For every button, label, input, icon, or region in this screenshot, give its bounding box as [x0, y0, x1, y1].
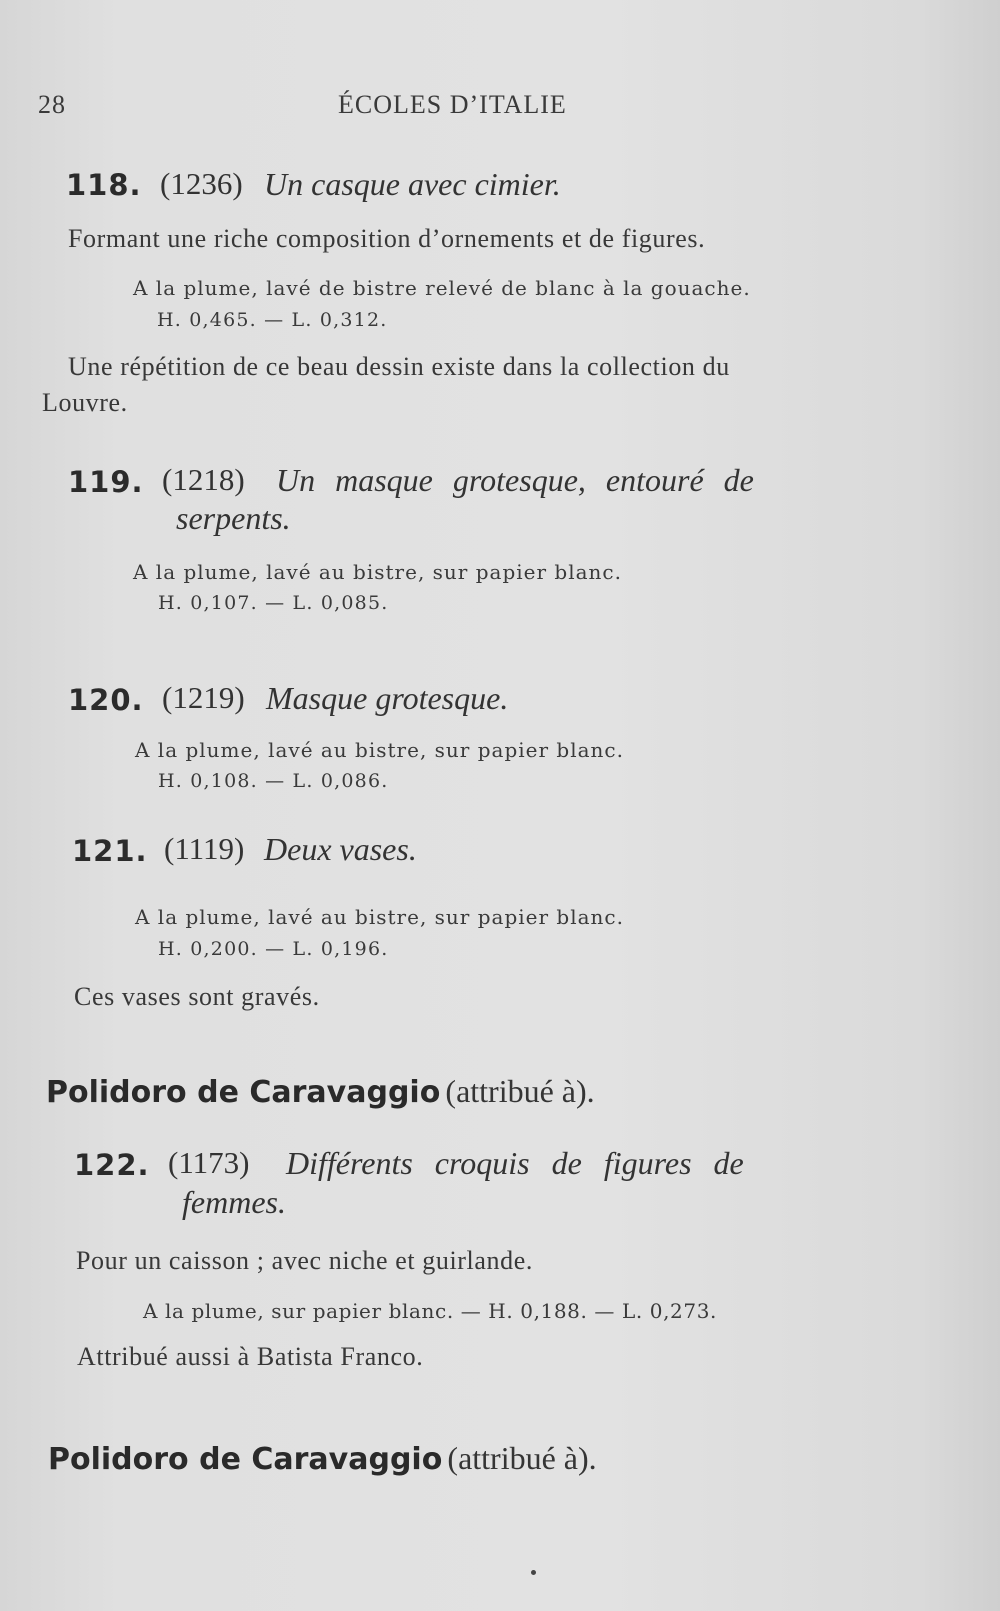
- running-title: ÉCOLES D’ITALIE: [338, 90, 567, 119]
- entry-description: Formant une riche composition d’ornements et de figures.: [68, 224, 706, 253]
- inventory-number: (1173): [168, 1145, 250, 1180]
- entry-dimensions: H. 0,200. — L. 0,196.: [158, 938, 389, 960]
- page-number: 28: [38, 90, 66, 119]
- entry-technique: A la plume, lavé au bistre, sur papier blanc.: [135, 905, 624, 929]
- artist-name: Polidoro de Caravaggio: [46, 1075, 441, 1110]
- entry-technique: A la plume, lavé au bistre, sur papier blanc.: [135, 738, 624, 762]
- entry-dimensions: H. 0,107. — L. 0,085.: [158, 592, 389, 614]
- artist-attribution: (attribué à).: [445, 1073, 595, 1109]
- ink-speck: [531, 1570, 536, 1575]
- entry-description: Pour un caisson ; avec niche et guirlande.: [76, 1246, 533, 1275]
- entry-note: Attribué aussi à Batista Franco.: [77, 1342, 424, 1371]
- entry-number: 122.: [74, 1148, 150, 1182]
- entry-title: Masque grotesque.: [266, 680, 509, 716]
- artist-heading: [46, 1073, 595, 1110]
- artist-attribution: (attribué à).: [447, 1440, 597, 1476]
- entry-technique: A la plume, lavé au bistre, sur papier blanc.: [133, 560, 622, 584]
- entry-number: 119.: [68, 465, 144, 499]
- entry-technique: A la plume, sur papier blanc. — H. 0,188. — L. 0,273.: [143, 1299, 717, 1323]
- artist-name: Polidoro de Caravaggio: [48, 1442, 443, 1477]
- inventory-number: (1218): [162, 462, 245, 497]
- entry-number: 118.: [66, 168, 142, 202]
- entry-title: Différents croquis de figures de: [286, 1145, 744, 1181]
- inventory-number: (1119): [164, 831, 245, 866]
- entry-title-continued: femmes.: [182, 1184, 286, 1220]
- entry-note: Ces vases sont gravés.: [74, 982, 320, 1011]
- entry-number: 121.: [72, 834, 148, 868]
- entry-number: 120.: [68, 683, 144, 717]
- inventory-number: (1236): [160, 166, 243, 201]
- entry-title: Un masque grotesque, entouré de: [276, 462, 754, 498]
- entry-dimensions: H. 0,108. — L. 0,086.: [158, 770, 389, 792]
- inventory-number: (1219): [162, 680, 245, 715]
- entry-title: Un casque avec cimier.: [264, 166, 561, 202]
- entry-note: Louvre.: [42, 388, 128, 417]
- artist-heading: [48, 1440, 597, 1477]
- entry-title: Deux vases.: [264, 831, 417, 867]
- entry-note: Une répétition de ce beau dessin existe dans la collection du: [68, 352, 730, 381]
- entry-technique: A la plume, lavé de bistre relevé de blanc à la gouache.: [133, 276, 751, 300]
- entry-dimensions: H. 0,465. — L. 0,312.: [157, 309, 388, 331]
- entry-title-continued: serpents.: [176, 500, 291, 536]
